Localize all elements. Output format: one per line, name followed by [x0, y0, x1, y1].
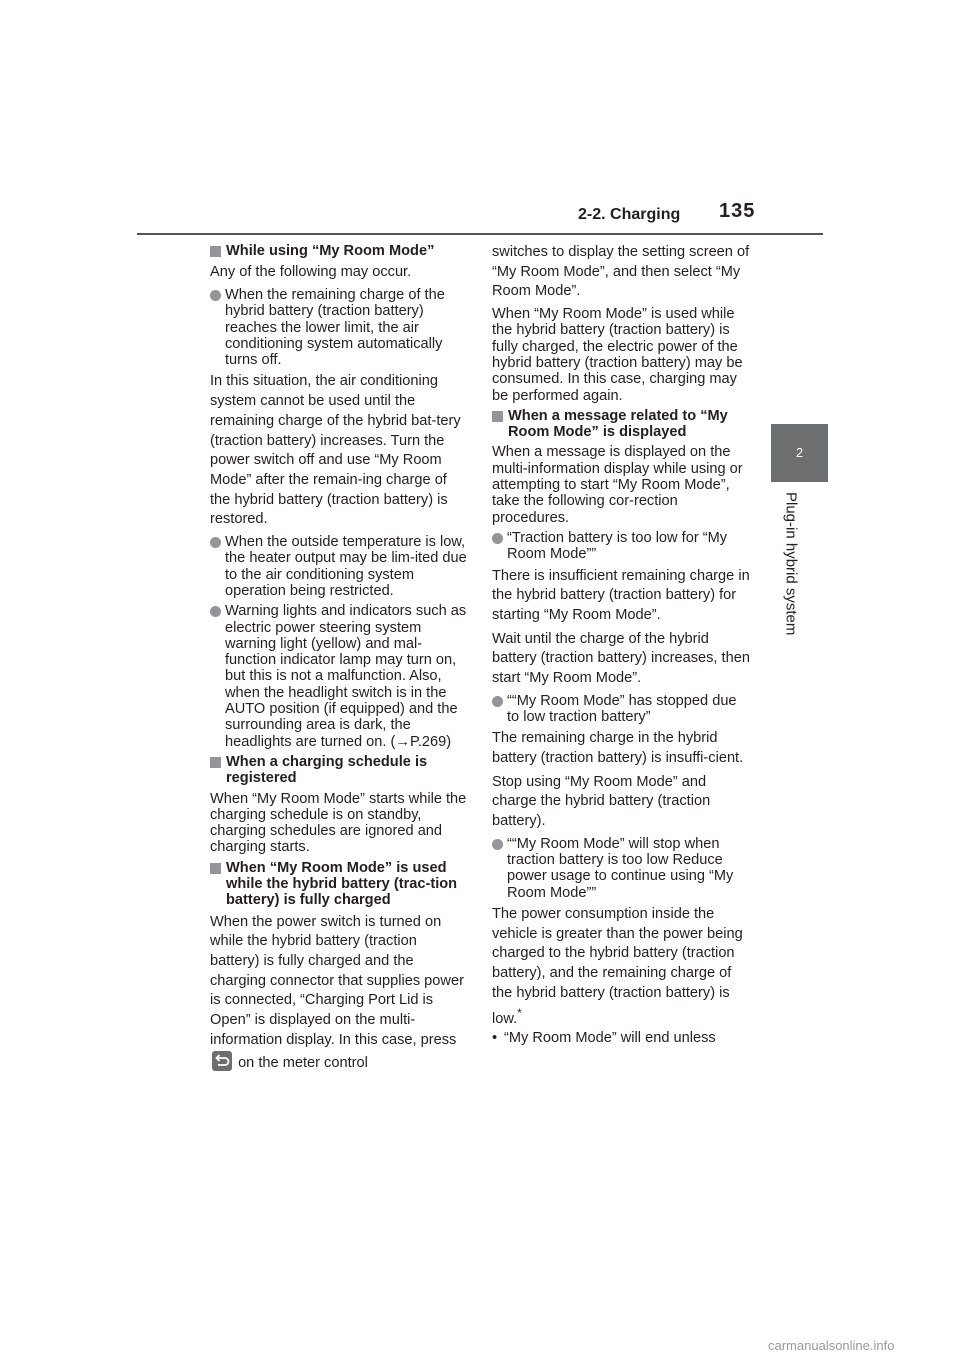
bullet-item: ““My Room Mode” will stop when traction battery is too low Reduce power usage to continue using “My Room Mode””	[492, 836, 750, 901]
paragraph: Stop using “My Room Mode” and charge the hybrid battery (traction battery).	[492, 773, 711, 830]
paragraph: switches to display the setting screen of “My Room Mode”, and then select “My Room Mode”.	[492, 244, 750, 300]
square-bullet-icon	[210, 246, 221, 257]
right-column	[492, 243, 750, 1049]
header-rule	[137, 233, 823, 235]
paragraph: In this situation, the air conditioning system cannot be used until the remaining charge of the hybrid bat-tery (traction battery) increases. Turn the power switch off and use “My Room Mode” after the remain-ing charge of the hybrid battery (traction battery) is restored.	[210, 373, 461, 528]
heading-my-room-mode: While using “My Room Mode”	[210, 243, 468, 259]
circle-bullet-icon	[210, 537, 221, 548]
heading-fully-charged: When “My Room Mode” is used while the hybrid battery (trac-tion battery) is fully charged	[210, 860, 468, 909]
square-bullet-icon	[210, 757, 221, 768]
chapter-side-label	[770, 492, 830, 662]
circle-bullet-icon	[492, 533, 503, 544]
heading-message: When a message related to “My Room Mode” is displayed	[492, 408, 750, 441]
dash-item: • “My Room Mode” will end unless	[492, 1030, 716, 1047]
paragraph: When “My Room Mode” starts while the charging schedule is on standby, charging schedules are ignored and charging starts.	[210, 790, 467, 856]
paragraph: Wait until the charge of the hybrid battery (traction battery) increases, then start “My Room Mode”.	[492, 630, 750, 687]
bullet-item: When the remaining charge of the hybrid battery (traction battery) reaches the lower limit, the air conditioning system automatically turns off.	[210, 287, 468, 368]
paragraph: There is insufficient remaining charge in the hybrid battery (traction battery) for starting “My Room Mode”.	[492, 567, 750, 623]
bullet-item: Warning lights and indicators such as electric power steering system warning light (yellow) and mal-function indicator lamp may turn on, but this is not a malfunction. Also, when the headlight switch is in the AUTO position (if equipped) and the surrounding area is dark, the headlights are turned on. (→P.269)	[210, 603, 468, 750]
watermark: carmanualsonline.info	[768, 1338, 895, 1353]
chapter-label: Plug-in hybrid system	[782, 492, 800, 636]
bullet-item: ““My Room Mode” has stopped due to low traction battery”	[492, 693, 750, 726]
circle-bullet-icon	[492, 696, 503, 707]
chapter-tab[interactable]: 2	[771, 424, 828, 482]
circle-bullet-icon	[492, 839, 503, 850]
paragraph: When “My Room Mode” is used while the hybrid battery (traction battery) is fully charged, the electric power of the hybrid battery (traction battery) may be consumed. In this case, charging may be performed again.	[492, 306, 743, 404]
square-bullet-icon	[210, 863, 221, 874]
paragraph: Any of the following may occur.	[210, 264, 412, 281]
heading-charging-schedule: When a charging schedule is registered	[210, 754, 468, 787]
back-arrow-icon	[212, 1051, 232, 1071]
page-number: 135	[719, 200, 756, 222]
bullet-item: “Traction battery is too low for “My Room Mode””	[492, 530, 750, 563]
section-title: 2-2. Charging	[578, 206, 681, 223]
circle-bullet-icon	[210, 606, 221, 617]
paragraph: The power consumption inside the vehicle is greater than the power being charged to the hybrid battery (traction battery), and the remaining charge of the hybrid battery (traction battery) is low.*	[492, 906, 743, 1027]
paragraph: The remaining charge in the hybrid battery (traction battery) is insuffi-cient.	[492, 730, 744, 767]
paragraph: When a message is displayed on the multi-information display while using or attempting to start “My Room Mode”, take the following cor-rection procedures.	[492, 444, 743, 526]
circle-bullet-icon	[210, 290, 221, 301]
bullet-item: When the outside temperature is low, the heater output may be lim-ited due to the air conditioning system operation being restricted.	[210, 534, 468, 599]
left-column	[210, 243, 468, 1073]
paragraph: When the power switch is turned on while the hybrid battery (traction battery) is fully charged and the charging connector that supplies power is connected, “Charging Port Lid is Open” is displayed on the multi-information display. In this case, press on the meter control	[210, 913, 464, 1071]
footnote-mark: *	[517, 1005, 522, 1020]
square-bullet-icon	[492, 411, 503, 422]
